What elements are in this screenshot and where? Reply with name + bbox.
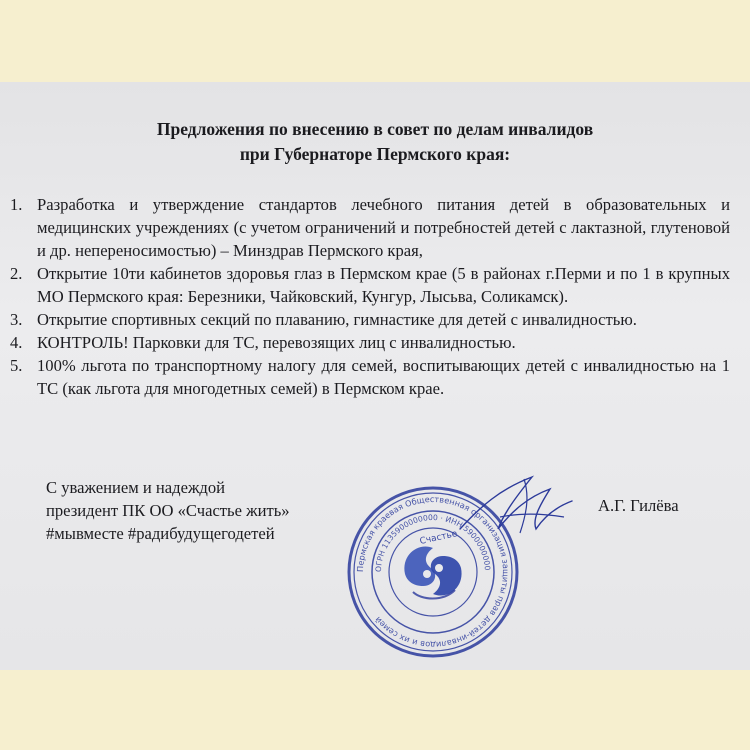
proposal-item <box>10 308 730 331</box>
closing-line: С уважением и надеждой <box>46 478 226 497</box>
stamp-center-text: Счастье <box>418 529 459 547</box>
proposal-number: 5. <box>10 356 23 375</box>
proposal-text: 100% льгота по транспортному налогу для семей, воспитывающих детей с инвалидностью на 1 ТС (как льгота для многодетных семей) в Пермском крае. <box>37 356 730 398</box>
proposal-item <box>10 262 730 308</box>
closing-block <box>46 476 290 545</box>
closing-hashtags: #мывместе #радибудущегодетей <box>46 524 275 543</box>
proposal-item <box>10 193 730 262</box>
stamp-inner-ring-text: ОГРН 1135900000000 · ИНН 5900000000 <box>373 512 493 573</box>
signer-name: А.Г. Гилёва <box>598 496 679 515</box>
letter-sheet <box>0 82 750 670</box>
proposal-number: 2. <box>10 264 23 283</box>
proposal-text: Открытие 10ти кабинетов здоровья глаз в Пермском крае (5 в районах г.Перми и по 1 в крупных МО Пермского края: Березники, Чайковский, Кунгур, Лысьва, Соликамск). <box>37 264 730 306</box>
proposal-number: 3. <box>10 310 23 329</box>
closing-line: президент ПК ОО «Счастье жить» <box>46 501 290 520</box>
proposal-number: 4. <box>10 333 23 352</box>
letter-title-line-1: Предложения по внесению в совет по делам инвалидов <box>156 119 594 139</box>
proposal-list <box>10 193 730 400</box>
stamp-emblem <box>404 546 461 598</box>
proposal-number: 1. <box>10 195 23 214</box>
proposal-item <box>10 354 730 400</box>
letter-title-line-2: при Губернаторе Пермского края: <box>239 144 511 164</box>
proposal-item <box>10 331 730 354</box>
proposal-text: КОНТРОЛЬ! Парковки для ТС, перевозящих лиц с инвалидностью. <box>37 333 516 352</box>
proposal-text: Открытие спортивных секций по плаванию, гимнастике для детей с инвалидностью. <box>37 310 637 329</box>
proposal-text: Разработка и утверждение стандартов лечебного питания детей в образовательных и медицинских учреждениях (с учетом ограничений и потребностей детей с лактазной, глутеновой и др. непереносимостью) – Минздрав Пермского края, <box>37 195 730 260</box>
handwritten-signature <box>440 467 580 547</box>
stamp-outer-ring-text: Пермская краевая Общественная организация защиты прав детей-инвалидов и их семей <box>354 493 512 651</box>
